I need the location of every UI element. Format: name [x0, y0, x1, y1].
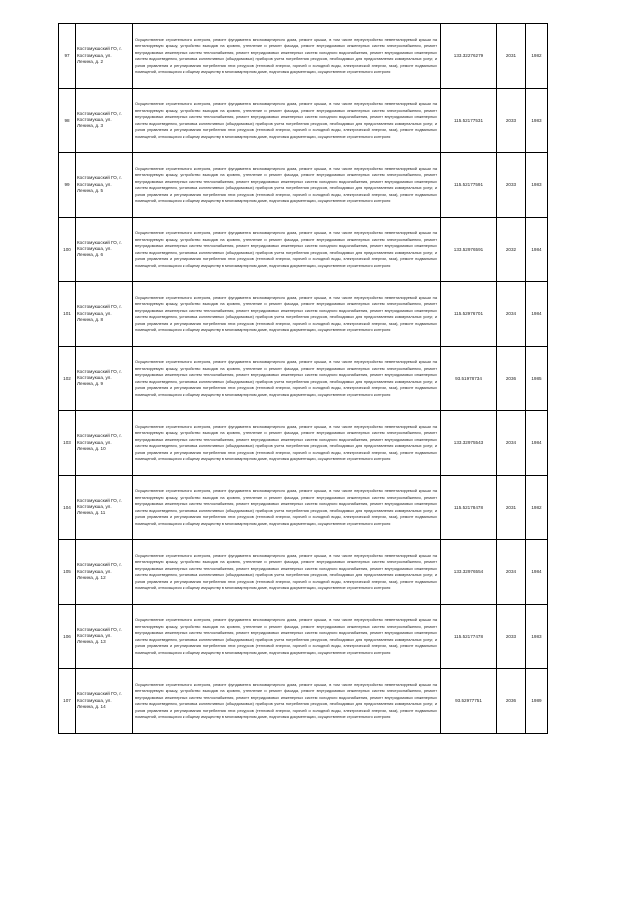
row-number: 101: [59, 282, 76, 347]
works-description: Осуществление строительного контроля, ремонт фундамента многоквартирного дома, ремонт крыши, в том числе переустройство невентилируемой крыши на вентилируемую крышу, устройство выходов на кровлю, утепление и ремонт фасада, ремонт внутридомовых инженерных систем электроснабжения, ремонт внутридомовых инженерных систем теплоснабжения, ремонт внутридомовых инженерных систем холодного водоснабжения, ремонт внутридомовых инженерных систем водоотведения, установка коллективных (общедомовых) приборов учета потребления ресурсов, необходимых для предоставления коммунальных услуг, и узлов управления и регулирования потребления этих ресурсов (тепловой энергии, горячей и холодной воды, электрической энергии, газа), ремонт подвальных помещений, относящихся к общему имуществу в многоквартирном доме, подготовка документации, осуществление строительного контроля: [133, 669, 441, 734]
address-line-1: Костомукшский ГО, г.: [77, 304, 122, 310]
address-line-3: Ленина, д. 13: [77, 639, 106, 645]
address-line-1: Костомукшский ГО, г.: [77, 239, 122, 245]
build-year: 1984: [526, 217, 548, 282]
address-cell: [76, 346, 133, 411]
address-cell: [76, 669, 133, 734]
works-description: Осуществление строительного контроля, ремонт фундамента многоквартирного дома, ремонт крыши, в том числе переустройство невентилируемой крыши на вентилируемую крышу, устройство выходов на кровлю, утепление и ремонт фасада, ремонт внутридомовых инженерных систем электроснабжения, ремонт внутридомовых инженерных систем теплоснабжения, ремонт внутридомовых инженерных систем холодного водоснабжения, ремонт внутридомовых инженерных систем водоотведения, установка коллективных (общедомовых) приборов учета потребления ресурсов, необходимых для предоставления коммунальных услуг, и узлов управления и регулирования потребления этих ресурсов (тепловой энергии, горячей и холодной воды, электрической энергии, газа), ремонт подвальных помещений, относящихся к общему имуществу в многоквартирном доме, подготовка документации, осуществление строительного контроля: [133, 346, 441, 411]
address-line-2: Костомукша, ул.: [77, 181, 112, 187]
works-description: Осуществление строительного контроля, ремонт фундамента многоквартирного дома, ремонт крыши, в том числе переустройство невентилируемой крыши на вентилируемую крышу, устройство выходов на кровлю, утепление и ремонт фасада, ремонт внутридомовых инженерных систем электроснабжения, ремонт внутридомовых инженерных систем теплоснабжения, ремонт внутридомовых инженерных систем холодного водоснабжения, ремонт внутридомовых инженерных систем водоотведения, установка коллективных (общедомовых) приборов учета потребления ресурсов, необходимых для предоставления коммунальных услуг, и узлов управления и регулирования потребления этих ресурсов (тепловой энергии, горячей и холодной воды, электрической энергии, газа), ремонт подвальных помещений, относящихся к общему имуществу в многоквартирном доме, подготовка документации, осуществление строительного контроля: [133, 24, 441, 89]
area-value: 133.32276279: [441, 24, 497, 89]
row-number: 97: [59, 24, 76, 89]
planned-year: 2034: [497, 540, 526, 605]
planned-year: 2034: [497, 411, 526, 476]
area-value: 93.52977751: [441, 669, 497, 734]
address-cell: [76, 411, 133, 476]
address-line-3: Ленина, д. 14: [77, 703, 106, 709]
table-row: [59, 411, 548, 476]
address-line-2: Костомукша, ул.: [77, 117, 112, 123]
area-value: 133.52976591: [441, 217, 497, 282]
works-description: Осуществление строительного контроля, ремонт фундамента многоквартирного дома, ремонт крыши, в том числе переустройство невентилируемой крыши на вентилируемую крышу, устройство выходов на кровлю, утепление и ремонт фасада, ремонт внутридомовых инженерных систем электроснабжения, ремонт внутридомовых инженерных систем теплоснабжения, ремонт внутридомовых инженерных систем холодного водоснабжения, ремонт внутридомовых инженерных систем водоотведения, установка коллективных (общедомовых) приборов учета потребления ресурсов, необходимых для предоставления коммунальных услуг, и узлов управления и регулирования потребления этих ресурсов (тепловой энергии, горячей и холодной воды, электрической энергии, газа), ремонт подвальных помещений, относящихся к общему имуществу в многоквартирном доме, подготовка документации, осуществление строительного контроля: [133, 475, 441, 540]
capital-repair-table: [58, 23, 548, 734]
table-row: [59, 475, 548, 540]
table-row: [59, 540, 548, 605]
address-line-3: Ленина, д. 2: [77, 58, 104, 64]
build-year: 1983: [526, 604, 548, 669]
planned-year: 2036: [497, 669, 526, 734]
address-line-1: Костомукшский ГО, г.: [77, 497, 122, 503]
address-line-1: Костомукшский ГО, г.: [77, 691, 122, 697]
works-description: Осуществление строительного контроля, ремонт фундамента многоквартирного дома, ремонт крыши, в том числе переустройство невентилируемой крыши на вентилируемую крышу, устройство выходов на кровлю, утепление и ремонт фасада, ремонт внутридомовых инженерных систем электроснабжения, ремонт внутридомовых инженерных систем теплоснабжения, ремонт внутридомовых инженерных систем холодного водоснабжения, ремонт внутридомовых инженерных систем водоотведения, установка коллективных (общедомовых) приборов учета потребления ресурсов, необходимых для предоставления коммунальных услуг, и узлов управления и регулирования потребления этих ресурсов (тепловой энергии, горячей и холодной воды, электрической энергии, газа), ремонт подвальных помещений, относящихся к общему имуществу в многоквартирном доме, подготовка документации, осуществление строительного контроля: [133, 282, 441, 347]
address-line-2: Костомукша, ул.: [77, 52, 112, 58]
table-row: [59, 88, 548, 153]
address-line-1: Костомукшский ГО, г.: [77, 562, 122, 568]
build-year: 1985: [526, 346, 548, 411]
table-body: [59, 24, 548, 734]
works-description: Осуществление строительного контроля, ремонт фундамента многоквартирного дома, ремонт крыши, в том числе переустройство невентилируемой крыши на вентилируемую крышу, устройство выходов на кровлю, утепление и ремонт фасада, ремонт внутридомовых инженерных систем электроснабжения, ремонт внутридомовых инженерных систем теплоснабжения, ремонт внутридомовых инженерных систем холодного водоснабжения, ремонт внутридомовых инженерных систем водоотведения, установка коллективных (общедомовых) приборов учета потребления ресурсов, необходимых для предоставления коммунальных услуг, и узлов управления и регулирования потребления этих ресурсов (тепловой энергии, горячей и холодной воды, электрической энергии, газа), ремонт подвальных помещений, относящихся к общему имуществу в многоквартирном доме, подготовка документации, осуществление строительного контроля: [133, 540, 441, 605]
area-value: 93.51978734: [441, 346, 497, 411]
table-row: [59, 346, 548, 411]
address-line-2: Костомукша, ул.: [77, 439, 112, 445]
address-cell: [76, 540, 133, 605]
row-number: 102: [59, 346, 76, 411]
works-description: Осуществление строительного контроля, ремонт фундамента многоквартирного дома, ремонт крыши, в том числе переустройство невентилируемой крыши на вентилируемую крышу, устройство выходов на кровлю, утепление и ремонт фасада, ремонт внутридомовых инженерных систем электроснабжения, ремонт внутридомовых инженерных систем теплоснабжения, ремонт внутридомовых инженерных систем холодного водоснабжения, ремонт внутридомовых инженерных систем водоотведения, установка коллективных (общедомовых) приборов учета потребления ресурсов, необходимых для предоставления коммунальных услуг, и узлов управления и регулирования потребления этих ресурсов (тепловой энергии, горячей и холодной воды, электрической энергии, газа), ремонт подвальных помещений, относящихся к общему имуществу в многоквартирном доме, подготовка документации, осуществление строительного контроля: [133, 88, 441, 153]
row-number: 98: [59, 88, 76, 153]
planned-year: 2033: [497, 153, 526, 218]
area-value: 133.32976554: [441, 540, 497, 605]
address-line-3: Ленина, д. 6: [77, 252, 104, 258]
address-line-2: Костомукша, ул.: [77, 633, 112, 639]
planned-year: 2034: [497, 282, 526, 347]
build-year: 1989: [526, 669, 548, 734]
address-line-2: Костомукша, ул.: [77, 310, 112, 316]
address-line-1: Костомукшский ГО, г.: [77, 110, 122, 116]
address-line-3: Ленина, д. 10: [77, 445, 106, 451]
address-line-3: Ленина, д. 11: [77, 510, 106, 516]
address-cell: [76, 282, 133, 347]
build-year: 1984: [526, 540, 548, 605]
address-line-3: Ленина, д. 12: [77, 574, 106, 580]
works-description: Осуществление строительного контроля, ремонт фундамента многоквартирного дома, ремонт крыши, в том числе переустройство невентилируемой крыши на вентилируемую крышу, устройство выходов на кровлю, утепление и ремонт фасада, ремонт внутридомовых инженерных систем электроснабжения, ремонт внутридомовых инженерных систем теплоснабжения, ремонт внутридомовых инженерных систем холодного водоснабжения, ремонт внутридомовых инженерных систем водоотведения, установка коллективных (общедомовых) приборов учета потребления ресурсов, необходимых для предоставления коммунальных услуг, и узлов управления и регулирования потребления этих ресурсов (тепловой энергии, горячей и холодной воды, электрической энергии, газа), ремонт подвальных помещений, относящихся к общему имуществу в многоквартирном доме, подготовка документации, осуществление строительного контроля: [133, 411, 441, 476]
table-row: [59, 24, 548, 89]
planned-year: 2031: [497, 475, 526, 540]
address-line-1: Костомукшский ГО, г.: [77, 175, 122, 181]
address-cell: [76, 153, 133, 218]
row-number: 104: [59, 475, 76, 540]
build-year: 1983: [526, 88, 548, 153]
address-line-2: Костомукша, ул.: [77, 246, 112, 252]
address-cell: [76, 217, 133, 282]
build-year: 1984: [526, 282, 548, 347]
row-number: 105: [59, 540, 76, 605]
area-value: 115.52976701: [441, 282, 497, 347]
table-row: [59, 282, 548, 347]
build-year: 1984: [526, 411, 548, 476]
works-description: Осуществление строительного контроля, ремонт фундамента многоквартирного дома, ремонт крыши, в том числе переустройство невентилируемой крыши на вентилируемую крышу, устройство выходов на кровлю, утепление и ремонт фасада, ремонт внутридомовых инженерных систем электроснабжения, ремонт внутридомовых инженерных систем теплоснабжения, ремонт внутридомовых инженерных систем холодного водоснабжения, ремонт внутридомовых инженерных систем водоотведения, установка коллективных (общедомовых) приборов учета потребления ресурсов, необходимых для предоставления коммунальных услуг, и узлов управления и регулирования потребления этих ресурсов (тепловой энергии, горячей и холодной воды, электрической энергии, газа), ремонт подвальных помещений, относящихся к общему имуществу в многоквартирном доме, подготовка документации, осуществление строительного контроля: [133, 153, 441, 218]
row-number: 107: [59, 669, 76, 734]
table-row: [59, 669, 548, 734]
build-year: 1982: [526, 24, 548, 89]
table-row: [59, 604, 548, 669]
address-line-3: Ленина, д. 9: [77, 381, 104, 387]
address-line-2: Костомукша, ул.: [77, 697, 112, 703]
address-line-3: Ленина, д. 8: [77, 316, 104, 322]
area-value: 115.52177531: [441, 88, 497, 153]
planned-year: 2033: [497, 88, 526, 153]
address-line-1: Костомукшский ГО, г.: [77, 433, 122, 439]
row-number: 106: [59, 604, 76, 669]
planned-year: 2033: [497, 604, 526, 669]
table-row: [59, 217, 548, 282]
address-cell: [76, 604, 133, 669]
area-value: 133.32975543: [441, 411, 497, 476]
works-description: Осуществление строительного контроля, ремонт фундамента многоквартирного дома, ремонт крыши, в том числе переустройство невентилируемой крыши на вентилируемую крышу, устройство выходов на кровлю, утепление и ремонт фасада, ремонт внутридомовых инженерных систем электроснабжения, ремонт внутридомовых инженерных систем теплоснабжения, ремонт внутридомовых инженерных систем холодного водоснабжения, ремонт внутридомовых инженерных систем водоотведения, установка коллективных (общедомовых) приборов учета потребления ресурсов, необходимых для предоставления коммунальных услуг, и узлов управления и регулирования потребления этих ресурсов (тепловой энергии, горячей и холодной воды, электрической энергии, газа), ремонт подвальных помещений, относящихся к общему имуществу в многоквартирном доме, подготовка документации, осуществление строительного контроля: [133, 604, 441, 669]
address-line-1: Костомукшский ГО, г.: [77, 46, 122, 52]
address-line-2: Костомукша, ул.: [77, 375, 112, 381]
area-value: 115.52177591: [441, 153, 497, 218]
build-year: 1982: [526, 475, 548, 540]
planned-year: 2032: [497, 217, 526, 282]
row-number: 103: [59, 411, 76, 476]
area-value: 115.52177478: [441, 604, 497, 669]
planned-year: 2036: [497, 346, 526, 411]
planned-year: 2031: [497, 24, 526, 89]
address-cell: [76, 475, 133, 540]
address-line-2: Костомукша, ул.: [77, 504, 112, 510]
address-cell: [76, 88, 133, 153]
address-line-3: Ленина, д. 5: [77, 187, 104, 193]
works-description: Осуществление строительного контроля, ремонт фундамента многоквартирного дома, ремонт крыши, в том числе переустройство невентилируемой крыши на вентилируемую крышу, устройство выходов на кровлю, утепление и ремонт фасада, ремонт внутридомовых инженерных систем электроснабжения, ремонт внутридомовых инженерных систем теплоснабжения, ремонт внутридомовых инженерных систем холодного водоснабжения, ремонт внутридомовых инженерных систем водоотведения, установка коллективных (общедомовых) приборов учета потребления ресурсов, необходимых для предоставления коммунальных услуг, и узлов управления и регулирования потребления этих ресурсов (тепловой энергии, горячей и холодной воды, электрической энергии, газа), ремонт подвальных помещений, относящихся к общему имуществу в многоквартирном доме, подготовка документации, осуществление строительного контроля: [133, 217, 441, 282]
table-row: [59, 153, 548, 218]
address-line-1: Костомукшский ГО, г.: [77, 626, 122, 632]
address-cell: [76, 24, 133, 89]
address-line-2: Костомукша, ул.: [77, 568, 112, 574]
build-year: 1983: [526, 153, 548, 218]
address-line-1: Костомукшский ГО, г.: [77, 368, 122, 374]
address-line-3: Ленина, д. 3: [77, 123, 104, 129]
row-number: 100: [59, 217, 76, 282]
row-number: 99: [59, 153, 76, 218]
area-value: 115.52178478: [441, 475, 497, 540]
